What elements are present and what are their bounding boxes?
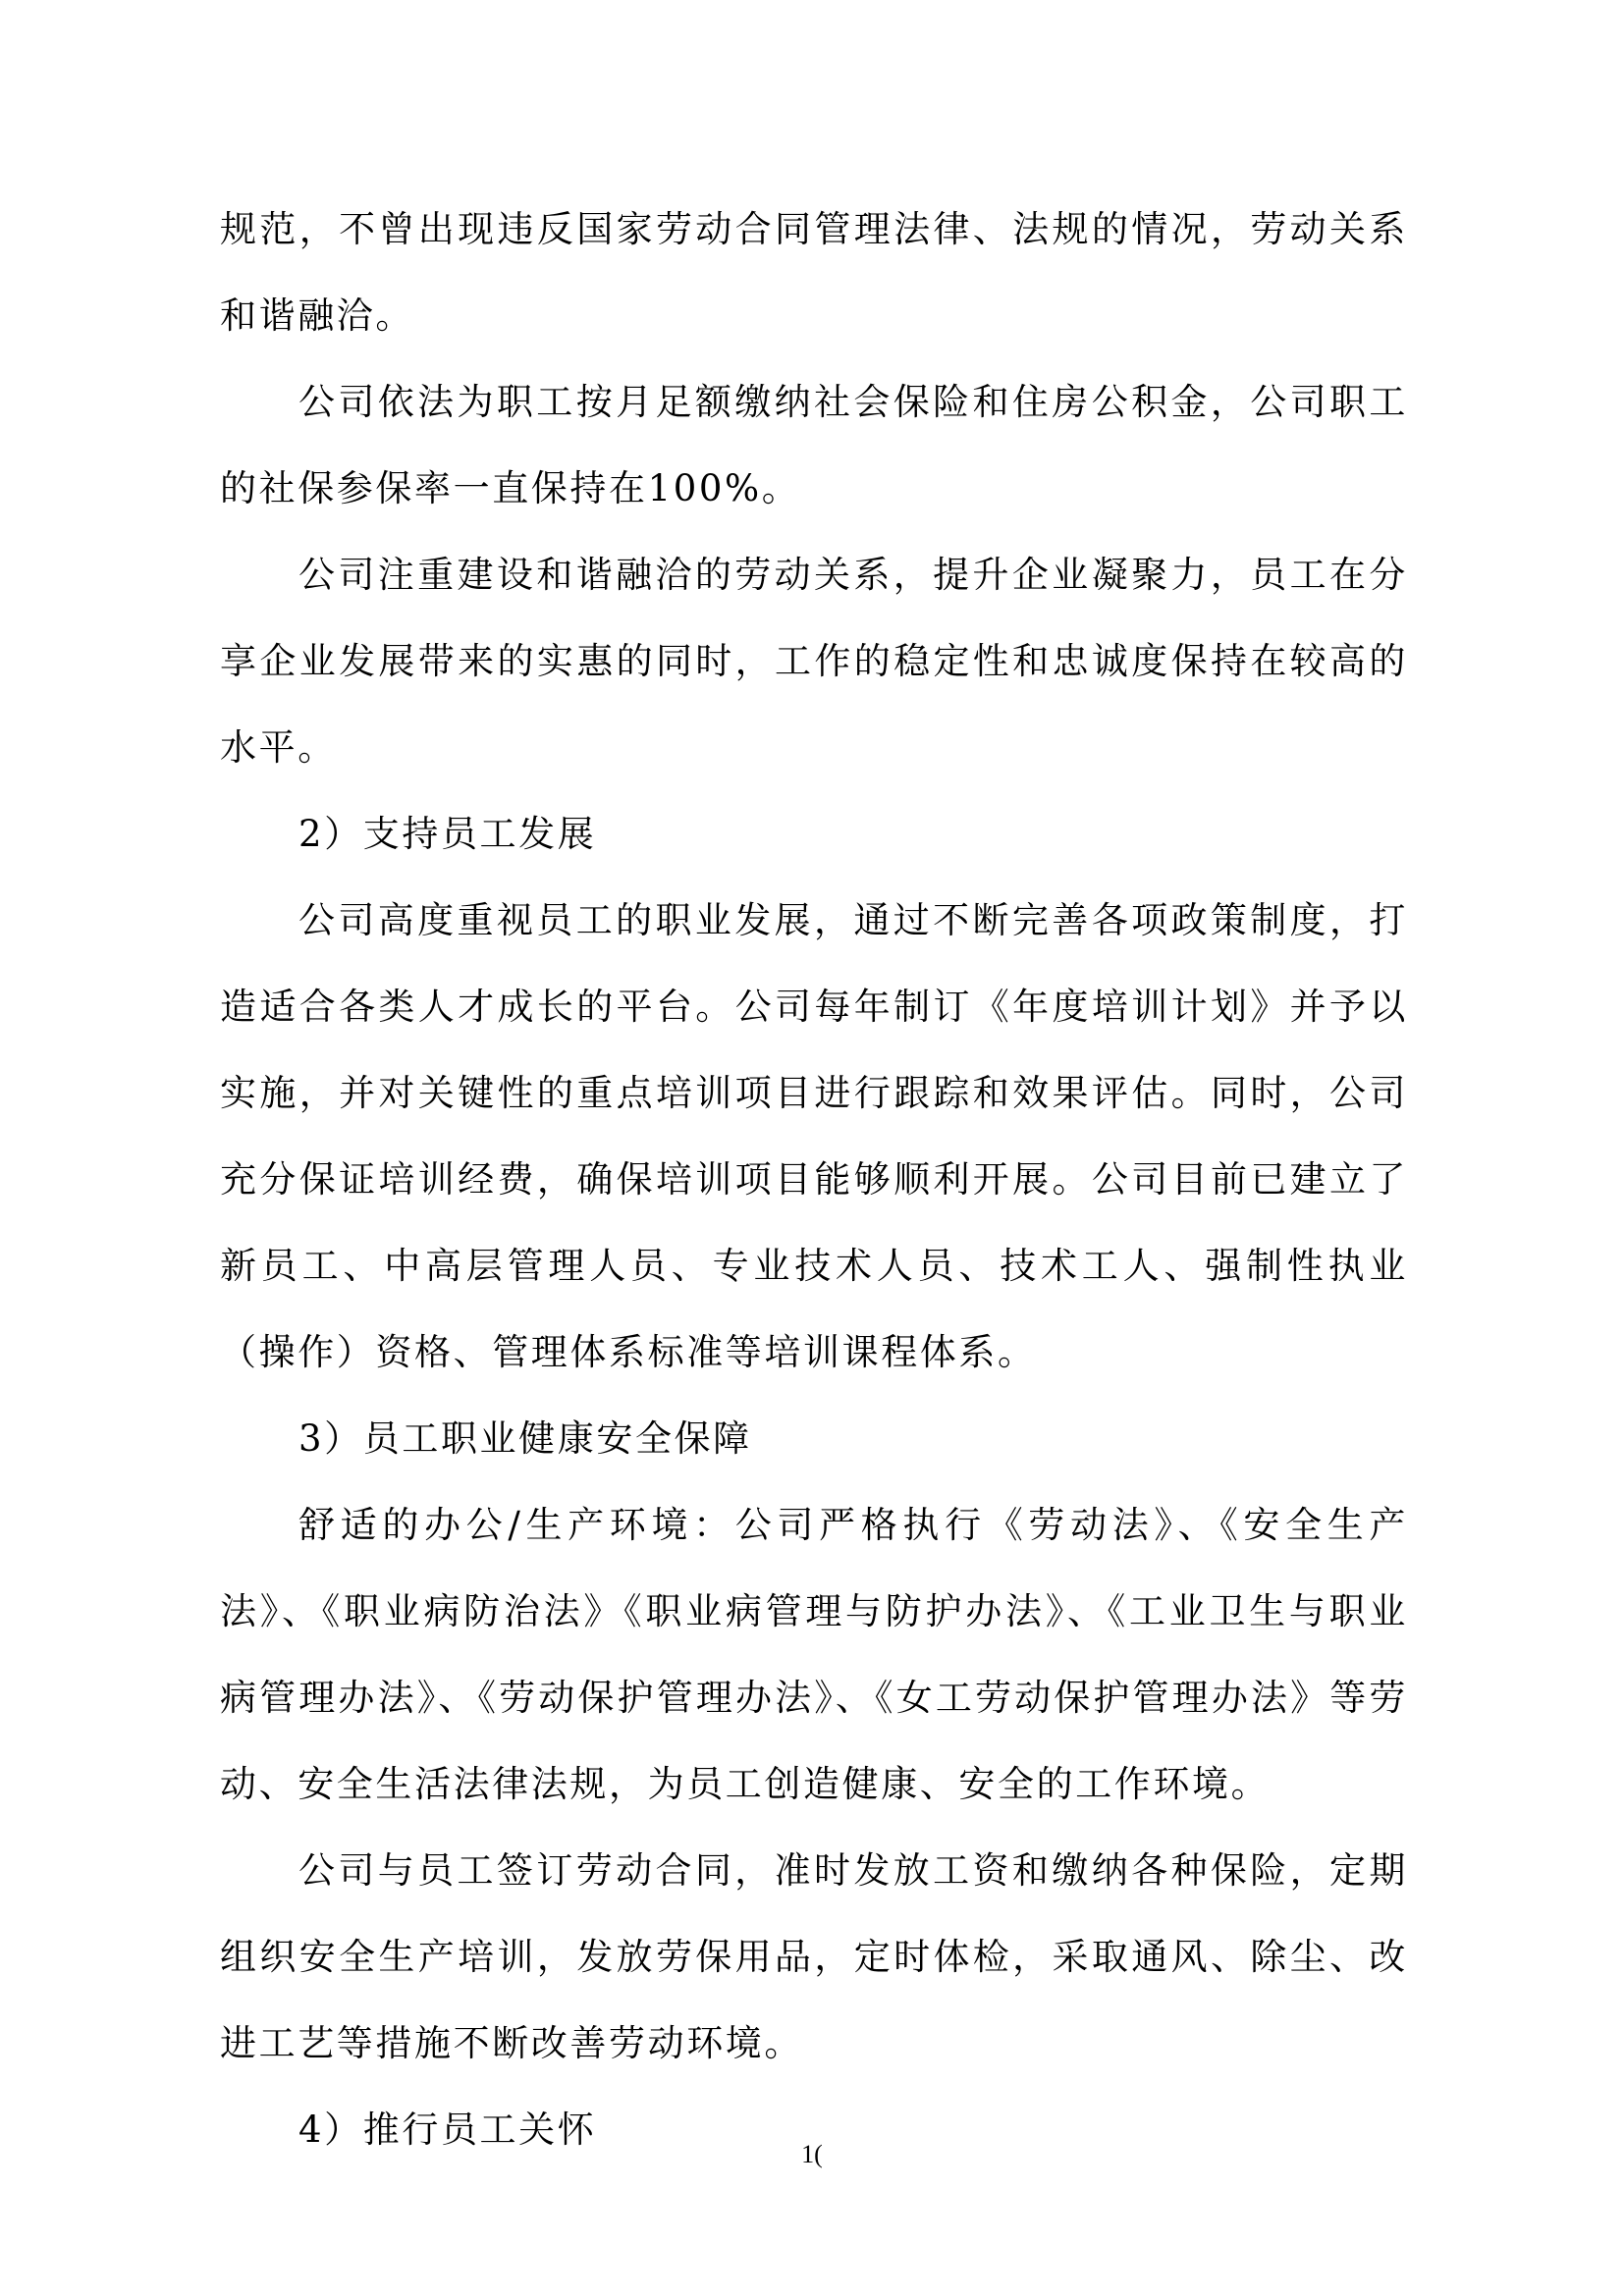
paragraph-labor-contract: 公司与员工签订劳动合同，准时发放工资和缴纳各种保险，定期组织安全生产培训，发放劳保用品，定时体检，采取通风、除尘、改进工艺等措施不断改善劳动环境。 <box>220 1849 1408 2064</box>
paragraph-continuation: 规范，不曾出现违反国家劳动合同管理法律、法规的情况，劳动关系和谐融洽。 <box>220 208 1408 337</box>
paragraph-work-environment: 舒适的办公/生产环境：公司严格执行《劳动法》、《安全生产法》、《职业病防治法》《职业病管理与防护办法》、《工业卫生与职业病管理办法》、《劳动保护管理办法》、《女工劳动保护管理办法》等劳动、安全生活法律法规，为员工创造健康、安全的工作环境。 <box>220 1504 1408 1805</box>
section-heading-employee-care: 4）推行员工关怀 <box>298 2109 597 2151</box>
paragraph-career-development: 公司高度重视员工的职业发展，通过不断完善各项政策制度，打造适合各类人才成长的平台。公司每年制订《年度培训计划》并予以实施，并对关键性的重点培训项目进行跟踪和效果评估。同时，公司充分保证培训经费，确保培训项目能够顺利开展。公司目前已建立了新员工、中高层管理人员、专业技术人员、技术工人、强制性执业（操作）资格、管理体系标准等培训课程体系。 <box>220 899 1408 1373</box>
section-heading-health-safety: 3）员工职业健康安全保障 <box>298 1417 752 1460</box>
document-body <box>220 187 1408 2173</box>
paragraph-social-insurance: 公司依法为职工按月足额缴纳社会保险和住房公积金，公司职工的社保参保率一直保持在100%。 <box>220 381 1408 509</box>
section-heading-employee-development: 2）支持员工发展 <box>298 813 597 855</box>
paragraph-labor-relations: 公司注重建设和谐融洽的劳动关系，提升企业凝聚力，员工在分享企业发展带来的实惠的同时，工作的稳定性和忠诚度保持在较高的水平。 <box>220 554 1408 769</box>
page-number: 1( <box>801 2140 823 2168</box>
